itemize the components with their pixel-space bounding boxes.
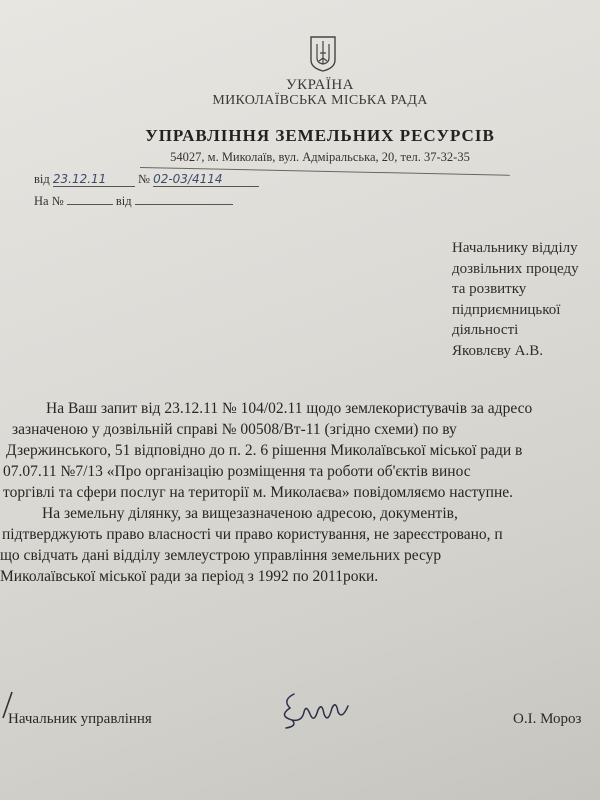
header-country: УКРАЇНА (285, 77, 355, 93)
outgoing-reference (34, 172, 259, 187)
addressee-line: та розвитку (452, 281, 527, 297)
body-line: Дзержинського, 51 відповідно до п. 2. 6 рішення Миколаївської міської ради в (6, 442, 523, 459)
header-council: МИКОЛАЇВСЬКА МІСЬКА РАДА (212, 93, 428, 108)
incoming-reference (34, 194, 233, 209)
addressee-block (452, 238, 579, 361)
body-line: На Ваш запит від 23.12.11 № 104/02.11 щодо землекористувачів за адресо (46, 400, 533, 417)
trident-emblem-icon (308, 34, 338, 72)
header-address: 54027, м. Миколаїв, вул. Адміральська, 20, тел. 37-32-35 (170, 150, 470, 164)
date-label: від (34, 172, 50, 186)
header-department: УПРАВЛІННЯ ЗЕМЕЛЬНИХ РЕСУРСІВ (145, 126, 495, 145)
addressee-line: діяльності (452, 322, 519, 338)
body-line: торгівлі та сфери послуг на території м. Миколаєва» повідомляємо наступне. (3, 484, 514, 501)
addressee-line: підприємницької (452, 301, 561, 318)
signatory-name: О.І. Мороз (513, 711, 582, 727)
addressee-line: Начальнику відділу (452, 240, 578, 256)
number-label: № (138, 172, 150, 186)
incoming-from-label: від (115, 194, 132, 208)
signatory-position: Начальник управління (8, 711, 152, 727)
letter-body (0, 400, 600, 589)
body-line: що свідчать дані відділу землеустрою управління земельних ресур (0, 547, 442, 564)
body-line: Миколаївської міської ради за період з 1992 по 2011роки. (0, 568, 379, 585)
incoming-number-blank (67, 204, 113, 205)
incoming-label: На № (34, 194, 64, 208)
number-value: 02-03/4114 (153, 172, 259, 187)
body-line: 07.07.11 №7/13 «Про організацію розміщення та роботи об'єктів винос (3, 463, 471, 480)
body-line: зазначеною у дозвільній справі № 00508/Вт-11 (згідно схеми) по ву (12, 421, 457, 438)
handwritten-signature (268, 686, 358, 730)
body-line: підтверджують право власності чи право користування, не зареєстровано, п (2, 526, 503, 543)
addressee-line: дозвільних процеду (452, 260, 579, 277)
incoming-date-blank (135, 204, 233, 205)
date-value: 23.12.11 (53, 172, 135, 187)
addressee-line: Яковлєву А.В. (452, 342, 543, 359)
body-line: На земельну ділянку, за вищезазначеною адресою, документів, (42, 505, 458, 522)
